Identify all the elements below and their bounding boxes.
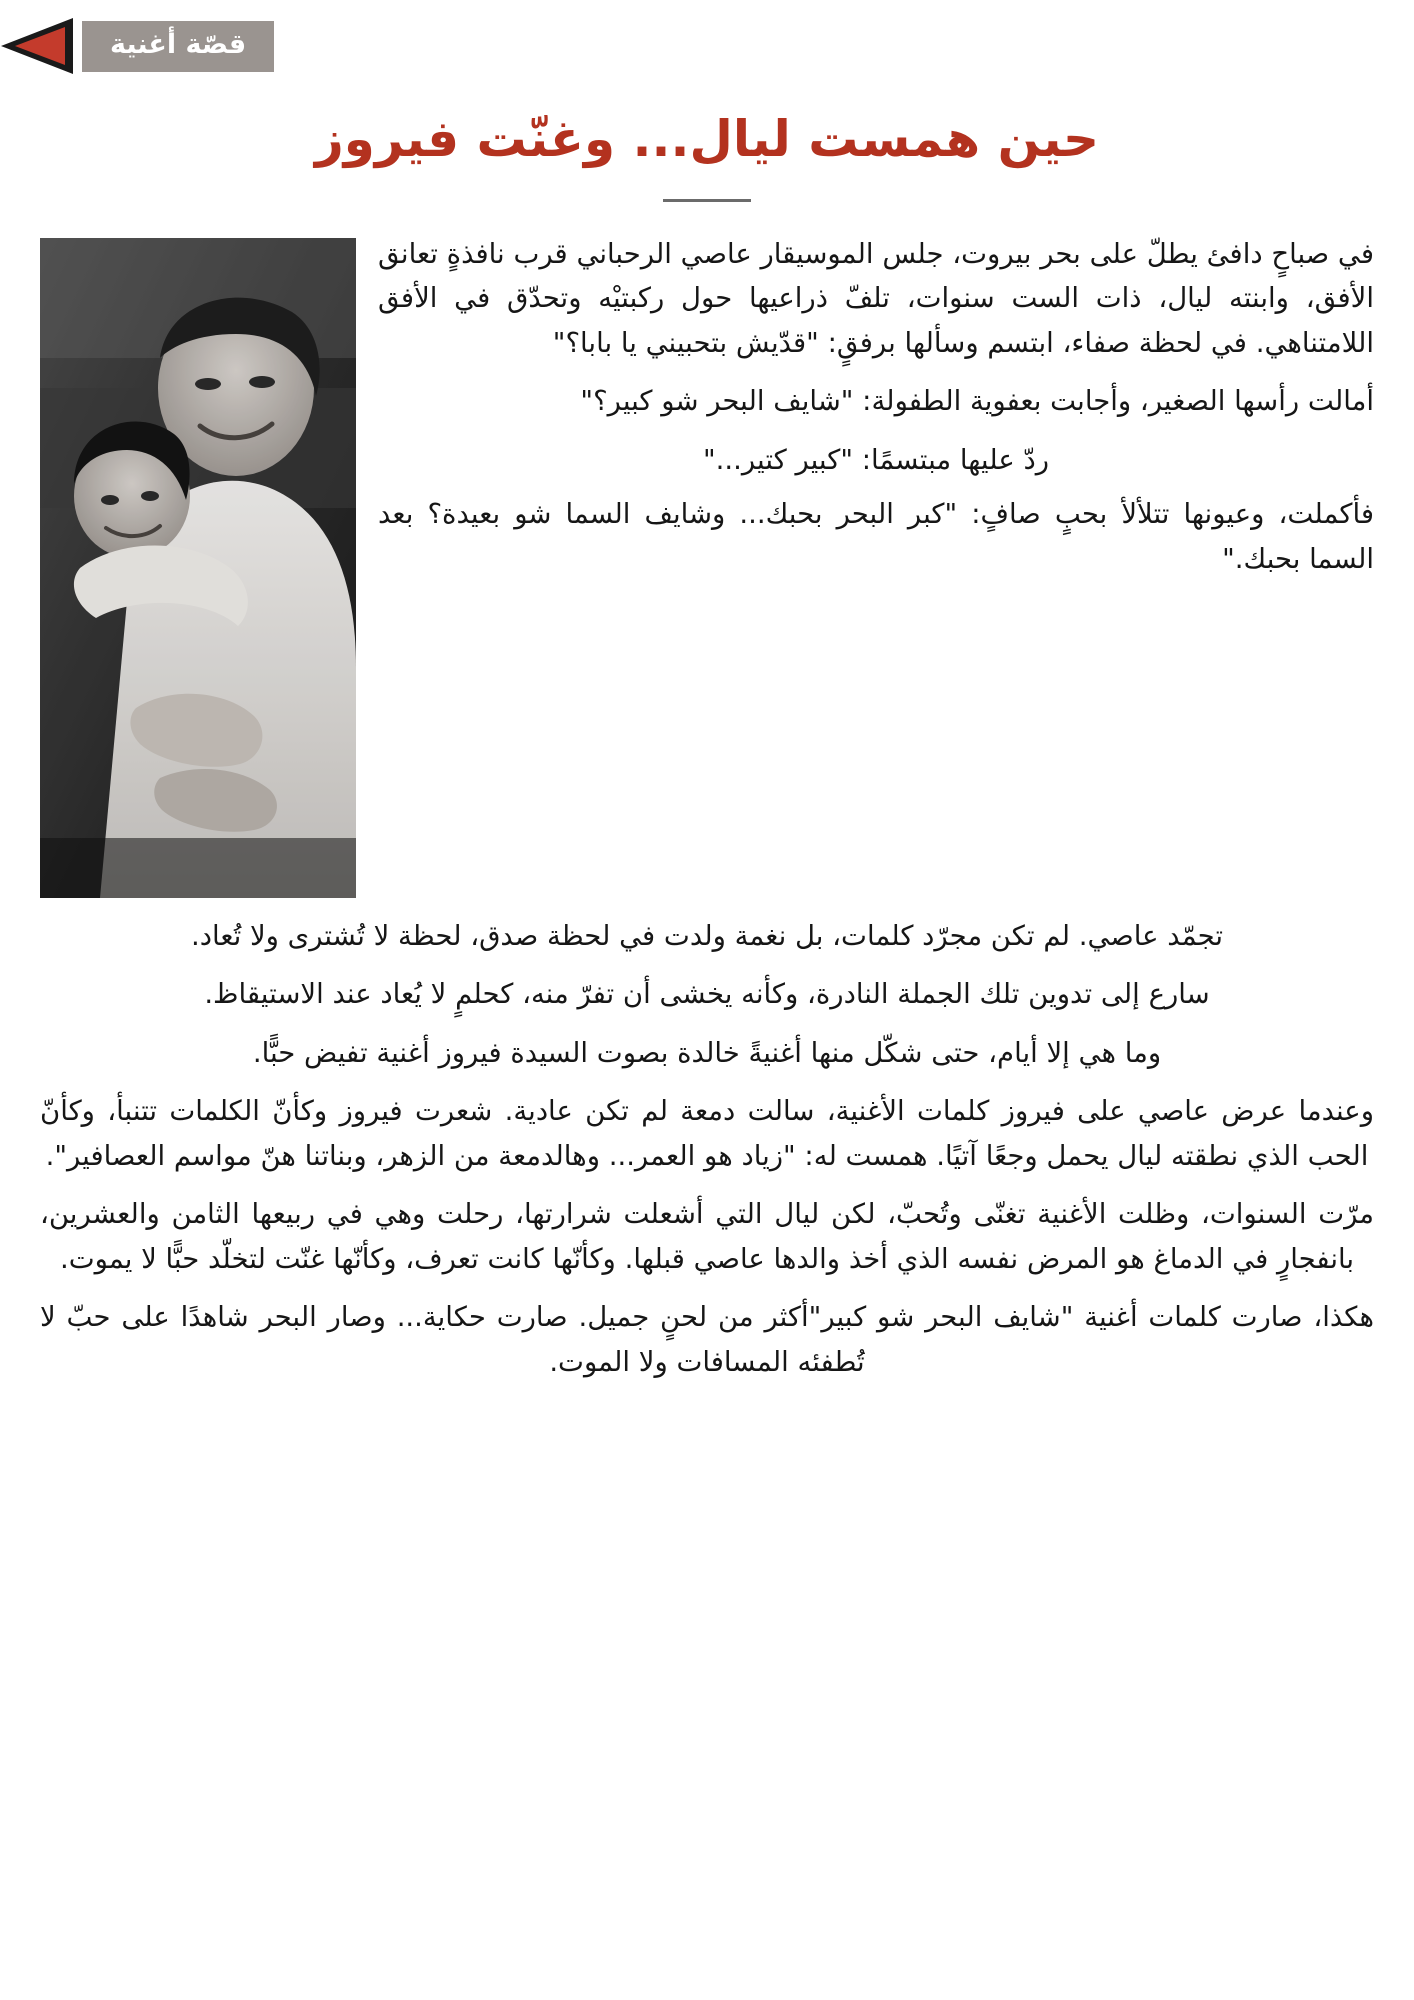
page-title: حين همست ليال... وغنّت فيروز	[314, 110, 1100, 168]
paragraph-3: ردّ عليها مبتسمًا: "كبير كتير..."	[702, 443, 1049, 476]
paragraph-10: هكذا، صارت كلمات أغنية "شايف البحر شو كبير"أكثر من لحنٍ جميل. صارت حكاية... وصار البحر شاهدًا على حبّ لا تُطفئه المسافات ولا الموت.	[40, 1301, 1374, 1378]
paragraph-4: فأكملت، وعيونها تتلألأ بحبٍ صافٍ: "كبر البحر بحبك... وشايف السما شو بعيدة؟ بعد السما بحبك."	[378, 498, 1374, 575]
category-badge: قصّة أغنية	[82, 21, 274, 72]
paragraph-5: تجمّد عاصي. لم تكن مجرّد كلمات، بل نغمة ولدت في لحظة صدق، لحظة لا تُشترى ولا تُعاد.	[190, 919, 1224, 952]
paragraph-2: أمالت رأسها الصغير، وأجابت بعفوية الطفولة: "شايف البحر شو كبير؟"	[580, 385, 1374, 418]
body-section	[40, 908, 1374, 1385]
paragraph-6: سارع إلى تدوين تلك الجملة النادرة، وكأنه يخشى أن تفرّ منه، كحلمٍ لا يُعاد عند الاستيقاظ.	[204, 978, 1210, 1011]
paragraph-7: وما هي إلا أيام، حتى شكّل منها أغنيةً خالدة بصوت السيدة فيروز أغنية تفيض حبًّا.	[252, 1036, 1162, 1069]
paragraph-1: في صباحٍ دافئ يطلّ على بحر بيروت، جلس الموسيقار عاصي الرحباني قرب نافذةٍ تعانق الأفق، وابنته ليال، ذات الست سنوات، تلفّ ذراعيها حول ركبتيْه وتحدّق في الأفق اللامتناهي. في لحظة صفاء، ابتسم وسألها برفقٍ: "قدّيش بتحبيني يا بابا؟"	[378, 237, 1374, 359]
back-arrow-inner	[15, 27, 65, 65]
article-body	[0, 202, 1414, 1439]
top-bar	[0, 0, 1414, 74]
paragraph-8: وعندما عرض عاصي على فيروز كلمات الأغنية، سالت دمعة لم تكن عادية. شعرت فيروز وكأنّ الكلمات تتنبأ، وكأنّ الحب الذي نطقته ليال يحمل وجعًا آتيًا. همست له: "زياد هو العمر... وهالدمعة من الزهر، وبناتنا هنّ مواسم العصافير".	[40, 1095, 1374, 1172]
lead-section	[40, 232, 1374, 908]
back-arrow-outer	[1, 18, 73, 74]
paragraph-9: مرّت السنوات، وظلت الأغنية تغنّى وتُحبّ، لكن ليال التي أشعلت شرارتها، رحلت وهي في ربيعها الثامن والعشرين، بانفجارٍ في الدماغ هو المرض نفسه الذي أخذ والدها عاصي قبلها. وكأنّها كانت تعرف، وكأنّها غنّت لتخلّد حبًّا لا يموت.	[40, 1198, 1374, 1275]
back-arrow-icon[interactable]	[0, 18, 74, 74]
article-photo	[40, 238, 356, 898]
